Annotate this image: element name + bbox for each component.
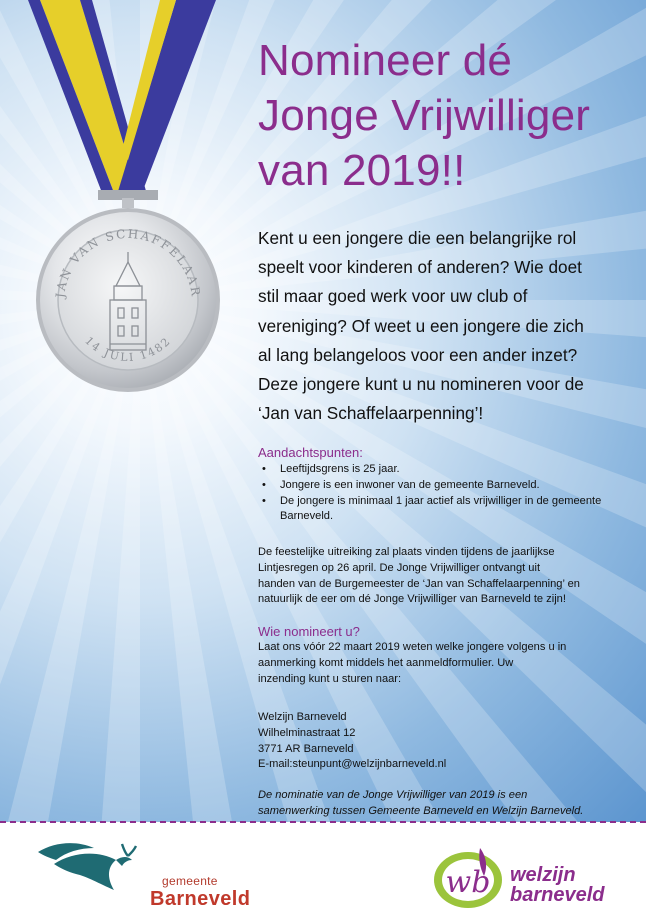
wb-leaf-icon bbox=[428, 846, 508, 910]
ceremony-line: handen van de Burgemeester de ‘Jan van Schaffelaarpenning’ en bbox=[258, 577, 580, 590]
intro-line: ‘Jan van Schaffelaarpenning’! bbox=[258, 403, 484, 424]
medal-inscription-bottom: 14 JULI 1482 bbox=[82, 334, 174, 365]
nominate-body bbox=[258, 640, 628, 687]
attention-item: • Leeftijdsgrens is 25 jaar. bbox=[258, 462, 628, 478]
welzijn-barneveld-label: barneveld bbox=[510, 884, 605, 906]
intro-line: speelt voor kinderen of anderen? Wie doet bbox=[258, 257, 582, 278]
intro-line: stil maar goed werk voor uw club of bbox=[258, 286, 528, 307]
ceremony-line: De feestelijke uitreiking zal plaats vinden tijdens de jaarlijkse bbox=[258, 546, 555, 558]
intro-line: vereniging? Of weet u een jongere die zich bbox=[258, 315, 584, 336]
dashed-divider bbox=[0, 821, 646, 823]
title-line-3: van 2019!! bbox=[258, 146, 466, 195]
contact-address bbox=[258, 710, 628, 773]
nominate-section bbox=[258, 624, 628, 687]
address-organisation: Welzijn Barneveld bbox=[258, 711, 347, 723]
welzijn-label: welzijn bbox=[510, 864, 576, 886]
intro-line: al lang belangeloos voor een ander inzet? bbox=[258, 344, 578, 365]
intro-line: Kent u een jongere die een belangrijke rol bbox=[258, 228, 577, 248]
attention-item: • De jongere is minimaal 1 jaar actief als vrijwilliger in de gemeente Barneveld. bbox=[258, 494, 628, 526]
note-line: samenwerking tussen Gemeente Barneveld en Welzijn Barneveld. bbox=[258, 804, 584, 817]
intro-line: Deze jongere kunt u nu nomineren voor de bbox=[258, 374, 584, 395]
intro-paragraph bbox=[258, 224, 640, 428]
wb-letters: wb bbox=[445, 865, 491, 900]
gemeente-label: gemeente bbox=[162, 874, 218, 888]
address-email[interactable]: E-mail:steunpunt@welzijnbarneveld.nl bbox=[258, 758, 447, 771]
collaboration-note bbox=[258, 788, 628, 820]
attention-heading: Aandachtspunten: bbox=[258, 445, 363, 460]
ceremony-line: natuurlijk de eer om dé Jonge Vrijwilliger van Barneveld te zijn! bbox=[258, 593, 566, 606]
gemeente-barneveld-logo bbox=[36, 838, 296, 910]
nominate-heading: Wie nomineert u? bbox=[258, 624, 360, 639]
medal-illustration bbox=[28, 0, 228, 460]
nominate-line: aanmerking komt middels het aanmeldformulier. Uw bbox=[258, 656, 514, 669]
attention-section bbox=[258, 445, 628, 525]
note-line: De nominatie van de Jonge Vrijwilliger van 2019 is een bbox=[258, 789, 528, 801]
welzijn-barneveld-logo bbox=[428, 846, 628, 910]
nominate-line: inzending kunt u sturen naar: bbox=[258, 672, 402, 685]
title-line-2: Jonge Vrijwilliger bbox=[258, 91, 591, 140]
page-title bbox=[258, 33, 638, 198]
address-city: 3771 AR Barneveld bbox=[258, 742, 354, 755]
address-street: Wilhelminastraat 12 bbox=[258, 726, 356, 739]
nominate-line: Laat ons vóór 22 maart 2019 weten welke jongere volgens u in bbox=[258, 641, 567, 653]
attention-list bbox=[258, 462, 628, 525]
ceremony-paragraph bbox=[258, 545, 628, 608]
ribbon bbox=[28, 0, 216, 208]
ceremony-line: Lintjesregen op 26 april. De Jonge Vrijwilliger ontvangt uit bbox=[258, 561, 541, 574]
medal-inscription-top: JAN VAN SCHAFFELAAR bbox=[53, 226, 204, 299]
barneveld-label: Barneveld bbox=[150, 888, 251, 910]
title-line-1: Nomineer dé bbox=[258, 36, 513, 85]
barneveld-bird-icon bbox=[36, 838, 146, 896]
attention-item: • Jongere is een inwoner van de gemeente Barneveld. bbox=[258, 478, 628, 494]
